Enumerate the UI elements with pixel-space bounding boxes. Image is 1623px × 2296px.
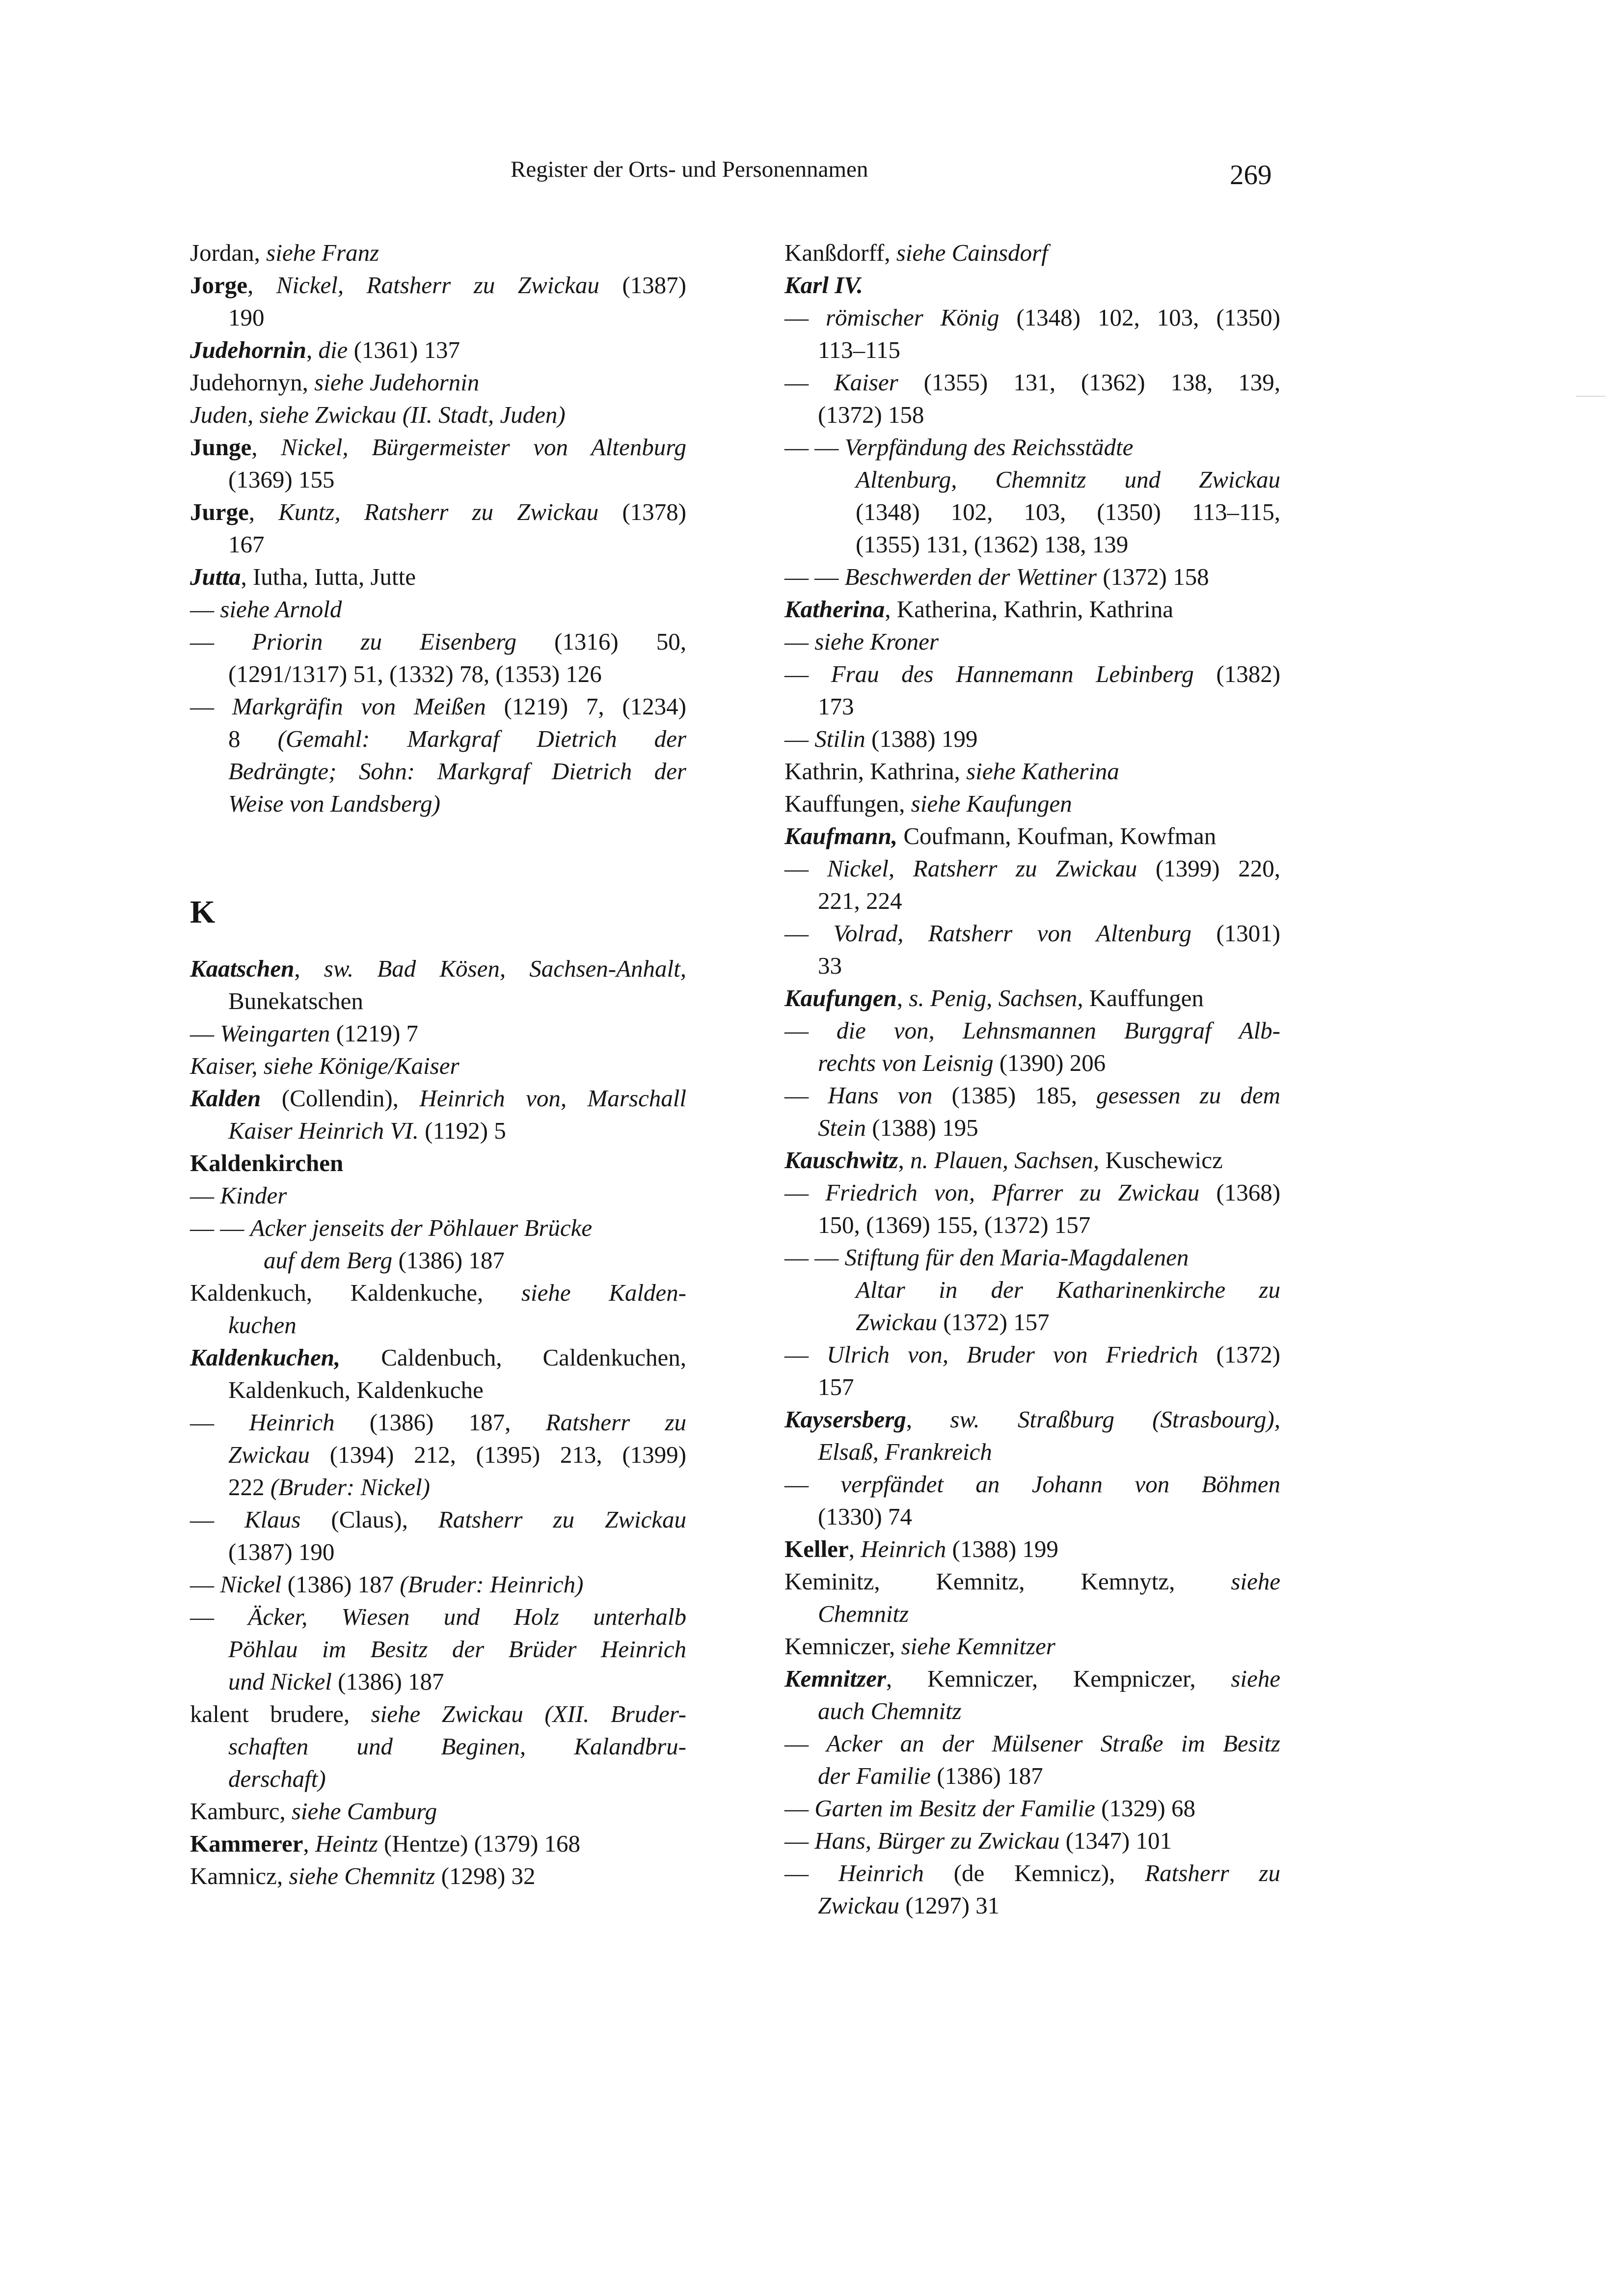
index-line: — Nickel (1386) 187 (Bruder: Heinrich) — [190, 1571, 584, 1598]
section-letter: K — [190, 894, 216, 930]
index-line: 222 (Bruder: Nickel) — [228, 1474, 430, 1501]
index-line: — römischer König (1348) 102, 103, (1350) — [784, 304, 1280, 331]
index-line: Kamburc, siehe Camburg — [190, 1798, 437, 1825]
index-line: — Priorin zu Eisenberg (1316) 50, — [190, 628, 687, 655]
index-line: Kaldenkuchen, Caldenbuch, Caldenkuchen, — [190, 1344, 686, 1371]
index-line: — Äcker, Wiesen und Holz unterhalb — [190, 1603, 686, 1630]
index-line: Kemnitzer, Kemniczer, Kempniczer, siehe — [784, 1665, 1280, 1692]
index-line: Pöhlau im Besitz der Brüder Heinrich — [228, 1636, 686, 1663]
index-line: — — Beschwerden der Wettiner (1372) 158 — [784, 563, 1209, 590]
index-line: — verpfändet an Johann von Böhmen — [784, 1471, 1281, 1498]
index-line: Kalden (Collendin), Heinrich von, Marschall — [190, 1085, 686, 1112]
index-line: — Weingarten (1219) 7 — [190, 1020, 419, 1047]
index-line: derschaft) — [228, 1765, 326, 1792]
index-line: Chemnitz — [818, 1600, 909, 1627]
index-line: — — Acker jenseits der Pöhlauer Brücke — [190, 1214, 593, 1241]
index-line: Keller, Heinrich (1388) 199 — [784, 1535, 1058, 1562]
index-line: Kaiser, siehe Könige/Kaiser — [190, 1052, 460, 1079]
index-line: Kammerer, Heintz (Hentze) (1379) 168 — [190, 1830, 581, 1857]
index-line: Keminitz, Kemnitz, Kemnytz, siehe — [784, 1568, 1280, 1595]
index-line: Juden, siehe Zwickau (II. Stadt, Juden) — [190, 401, 566, 428]
running-header: Register der Orts- und Personennamen — [511, 157, 868, 182]
index-line: Zwickau (1372) 157 — [856, 1309, 1050, 1336]
index-line: 157 — [818, 1373, 854, 1400]
index-line: (1387) 190 — [228, 1538, 335, 1565]
index-line: (1355) 131, (1362) 138, 139 — [856, 531, 1129, 558]
index-line: 8 (Gemahl: Markgraf Dietrich der — [228, 725, 686, 752]
index-line: Kaiser Heinrich VI. (1192) 5 — [228, 1117, 506, 1144]
index-line: — Markgräfin von Meißen (1219) 7, (1234) — [190, 693, 686, 720]
index-line: — Heinrich (1386) 187, Ratsherr zu — [190, 1409, 687, 1436]
spacer — [190, 820, 686, 852]
index-line: Judehornyn, siehe Judehornin — [190, 369, 480, 396]
index-line: — Acker an der Mülsener Straße im Besitz — [784, 1730, 1281, 1757]
index-line: 190 — [228, 304, 265, 331]
index-line: kuchen — [228, 1312, 297, 1339]
index-line: — Kinder — [190, 1182, 287, 1209]
index-line: — Hans von (1385) 185, gesessen zu dem — [784, 1082, 1280, 1109]
index-line: Jordan, siehe Franz — [190, 239, 379, 266]
index-line: Junge, Nickel, Bürgermeister von Altenburg — [190, 434, 686, 461]
index-line: — Kaiser (1355) 131, (1362) 138, 139, — [784, 369, 1280, 396]
index-line: (1348) 102, 103, (1350) 113–115, — [856, 498, 1280, 525]
index-line: kalent brudere, siehe Zwickau (XII. Bruder- — [190, 1700, 686, 1727]
index-line: und Nickel (1386) 187 — [228, 1668, 444, 1695]
index-line: Elsaß, Frankreich — [818, 1438, 992, 1465]
index-line: Kaatschen, sw. Bad Kösen, Sachsen-Anhalt, — [190, 955, 687, 982]
index-line: Kaufungen, s. Penig, Sachsen, Kauffungen — [784, 984, 1204, 1011]
index-line: — Heinrich (de Kemnicz), Ratsherr zu — [784, 1859, 1280, 1886]
index-line: Kamnicz, siehe Chemnitz (1298) 32 — [190, 1862, 536, 1889]
index-line: schaften und Beginen, Kalandbru- — [228, 1733, 686, 1760]
index-line: Kemniczer, siehe Kemnitzer — [784, 1633, 1055, 1660]
index-line: Kaldenkuch, Kaldenkuche — [228, 1376, 484, 1403]
index-line: Weise von Landsberg) — [228, 790, 440, 817]
index-line: (1372) 158 — [818, 401, 924, 428]
index-line: Kathrin, Kathrina, siehe Katherina — [784, 758, 1119, 785]
index-line: — Friedrich von, Pfarrer zu Zwickau (1368) — [784, 1179, 1281, 1206]
index-line: Kaufmann, Coufmann, Koufman, Kowfman — [784, 822, 1217, 849]
index-line: 33 — [818, 952, 842, 979]
index-line: — Ulrich von, Bruder von Friedrich (1372) — [784, 1341, 1281, 1368]
index-line: der Familie (1386) 187 — [818, 1762, 1043, 1789]
index-line: — Garten im Besitz der Familie (1329) 68 — [784, 1795, 1195, 1822]
index-line: Jorge, Nickel, Ratsherr zu Zwickau (1387) — [190, 272, 686, 299]
index-line: — siehe Kroner — [784, 628, 939, 655]
index-line: — Nickel, Ratsherr zu Zwickau (1399) 220, — [784, 855, 1280, 882]
index-line: Kanßdorff, siehe Cainsdorf — [784, 239, 1048, 266]
index-line: — Volrad, Ratsherr von Altenburg (1301) — [784, 920, 1280, 947]
index-line: — — Verpfändung des Reichsstädte — [784, 434, 1134, 461]
index-line: Kauffungen, siehe Kaufungen — [784, 790, 1072, 817]
index-line: 173 — [818, 693, 854, 720]
index-line: rechts von Leisnig (1390) 206 — [818, 1049, 1106, 1076]
index-line: (1369) 155 — [228, 466, 335, 493]
index-line: Bedrängte; Sohn: Markgraf Dietrich der — [228, 758, 686, 785]
index-line: Zwickau (1297) 31 — [818, 1892, 1000, 1919]
index-line: — siehe Arnold — [190, 596, 342, 623]
index-line: — die von, Lehnsmannen Burggraf Alb- — [784, 1017, 1281, 1044]
margin-mark — [1576, 396, 1605, 397]
index-line: auf dem Berg (1386) 187 — [264, 1247, 505, 1274]
index-line: Kaldenkuch, Kaldenkuche, siehe Kalden- — [190, 1279, 687, 1306]
index-line: Zwickau (1394) 212, (1395) 213, (1399) — [228, 1441, 686, 1468]
index-column-left — [190, 237, 686, 1892]
index-line: 167 — [228, 531, 265, 558]
index-line: Jurge, Kuntz, Ratsherr zu Zwickau (1378) — [190, 498, 686, 525]
index-line: Karl IV. — [784, 272, 863, 299]
index-line: Bunekatschen — [228, 987, 363, 1014]
index-line: 221, 224 — [818, 887, 902, 914]
index-line: Judehornin, die (1361) 137 — [190, 336, 460, 363]
index-line: — Klaus (Claus), Ratsherr zu Zwickau — [190, 1506, 686, 1533]
index-line: Stein (1388) 195 — [818, 1114, 978, 1141]
index-line: Kauschwitz, n. Plauen, Sachsen, Kuschewicz — [784, 1147, 1223, 1174]
spacer — [190, 852, 686, 885]
index-line: Katherina, Katherina, Kathrin, Kathrina — [784, 596, 1174, 623]
index-line: — Stilin (1388) 199 — [784, 725, 978, 752]
index-line: — Frau des Hannemann Lebinberg (1382) — [784, 660, 1281, 687]
index-line: 113–115 — [818, 336, 900, 363]
index-line: Jutta, Iutha, Iutta, Jutte — [190, 563, 416, 590]
index-line: Kaysersberg, sw. Straßburg (Strasbourg), — [784, 1406, 1280, 1433]
index-line: 150, (1369) 155, (1372) 157 — [818, 1211, 1091, 1238]
index-line: — — Stiftung für den Maria-Magdalenen — [784, 1244, 1189, 1271]
index-line: — Hans, Bürger zu Zwickau (1347) 101 — [784, 1827, 1172, 1854]
index-line: Altar in der Katharinenkirche zu — [856, 1276, 1280, 1303]
index-line: Altenburg, Chemnitz und Zwickau — [856, 466, 1280, 493]
index-column-right — [784, 237, 1280, 1922]
page-number: 269 — [1230, 160, 1272, 191]
index-line: Kaldenkirchen — [190, 1149, 344, 1176]
index-line: (1291/1317) 51, (1332) 78, (1353) 126 — [228, 660, 602, 687]
index-line: (1330) 74 — [818, 1503, 912, 1530]
index-line: auch Chemnitz — [818, 1697, 962, 1724]
